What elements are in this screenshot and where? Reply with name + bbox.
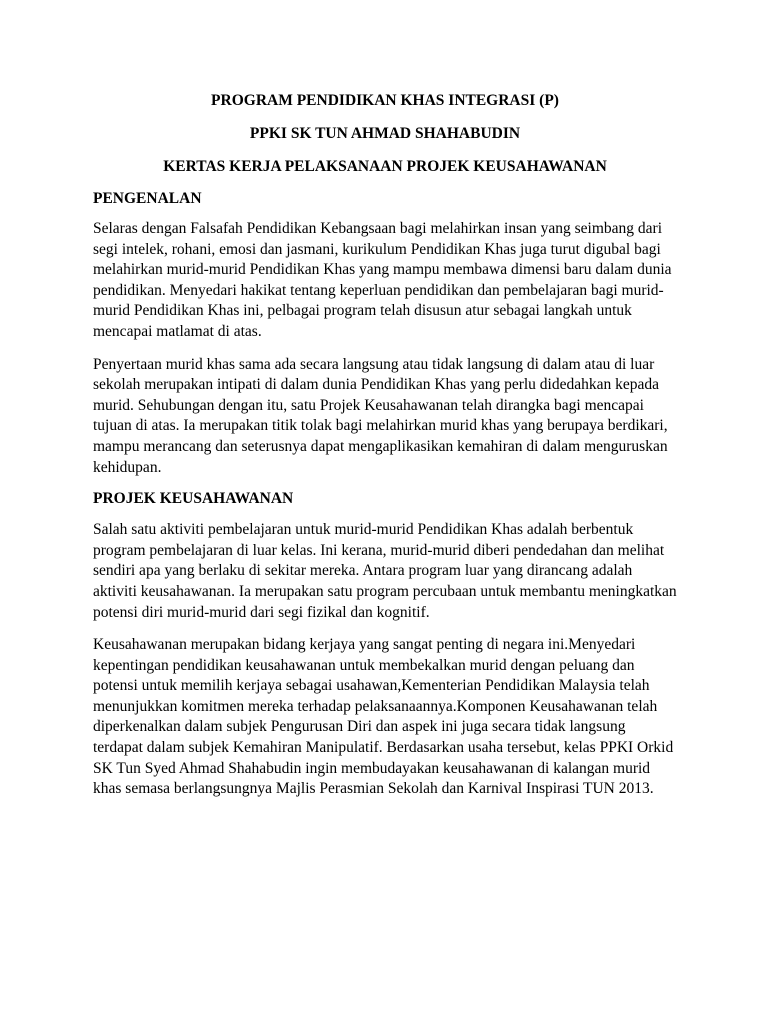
document-page [93, 88, 677, 800]
paper-title: KERTAS KERJA PELAKSANAAN PROJEK KEUSAHAWANAN [163, 158, 607, 175]
paragraph: Salah satu aktiviti pembelajaran untuk murid-murid Pendidikan Khas adalah berbentuk program pembelajaran di luar kelas. Ini kerana, murid-murid diberi pendedahan dan melihat sendiri apa yang berlaku di sekitar mereka. Antara program luar yang dirancang adalah aktiviti keusahawanan. Ia merupakan satu program percubaan untuk membantu meningkatkan potensi diri murid-murid dari segi fizikal dan kognitif. [93, 521, 677, 621]
school-title: PPKI SK TUN AHMAD SHAHABUDIN [249, 125, 521, 142]
paragraph: Keusahawanan merupakan bidang kerjaya yang sangat penting di negara ini.Menyedari kepentingan pendidikan keusahawanan untuk membekalkan murid dengan peluang dan potensi untuk memilih kerjaya sebagai usahawan,Kementerian Pendidikan Malaysia telah menunjukkan komitmen mereka terhadap pelaksanaannya.Komponen Keusahawanan telah diperkenalkan dalam subjek Pengurusan Diri dan aspek ini juga secara tidak langsung terdapat dalam subjek Kemahiran Manipulatif. Berdasarkan usaha tersebut, kelas PPKI Orkid SK Tun Syed Ahmad Shahabudin ingin membudayakan keusahawanan di kalangan murid khas semasa berlangsungnya Majlis Perasmian Sekolah dan Karnival Inspirasi TUN 2013. [93, 636, 674, 798]
section-heading-pengenalan: PENGENALAN [93, 190, 202, 207]
paragraph: Penyertaan murid khas sama ada secara langsung atau tidak langsung di dalam atau di luar sekolah merupakan intipati di dalam dunia Pendidikan Khas yang perlu didedahkan kepada murid. Sehubungan dengan itu, satu Projek Keusahawanan telah dirangka bagi mencapai tujuan di atas. Ia merupakan titik tolak bagi melahirkan murid khas yang berupaya berdikari, mampu merancang dan seterusnya dapat mengaplikasikan kemahiran di dalam menguruskan kehidupan. [93, 355, 668, 476]
section-heading-projek-keusahawanan: PROJEK KEUSAHAWANAN [93, 490, 294, 508]
document-title: PROGRAM PENDIDIKAN KHAS INTEGRASI (P) [211, 92, 559, 109]
paragraph: Selaras dengan Falsafah Pendidikan Kebangsaan bagi melahirkan insan yang seimbang dari segi intelek, rohani, emosi dan jasmani, kurikulum Pendidikan Khas juga turut digubal bagi melahirkan murid-murid Pendidikan Khas yang mampu membawa dimensi baru dalam dunia pendidikan. Menyedari hakikat tentang keperluan pendidikan dan pembelajaran bagi murid-murid Pendidikan Khas ini, pelbagai program telah disusun atur sebagai langkah untuk mencapai matlamat di atas. [93, 220, 672, 340]
